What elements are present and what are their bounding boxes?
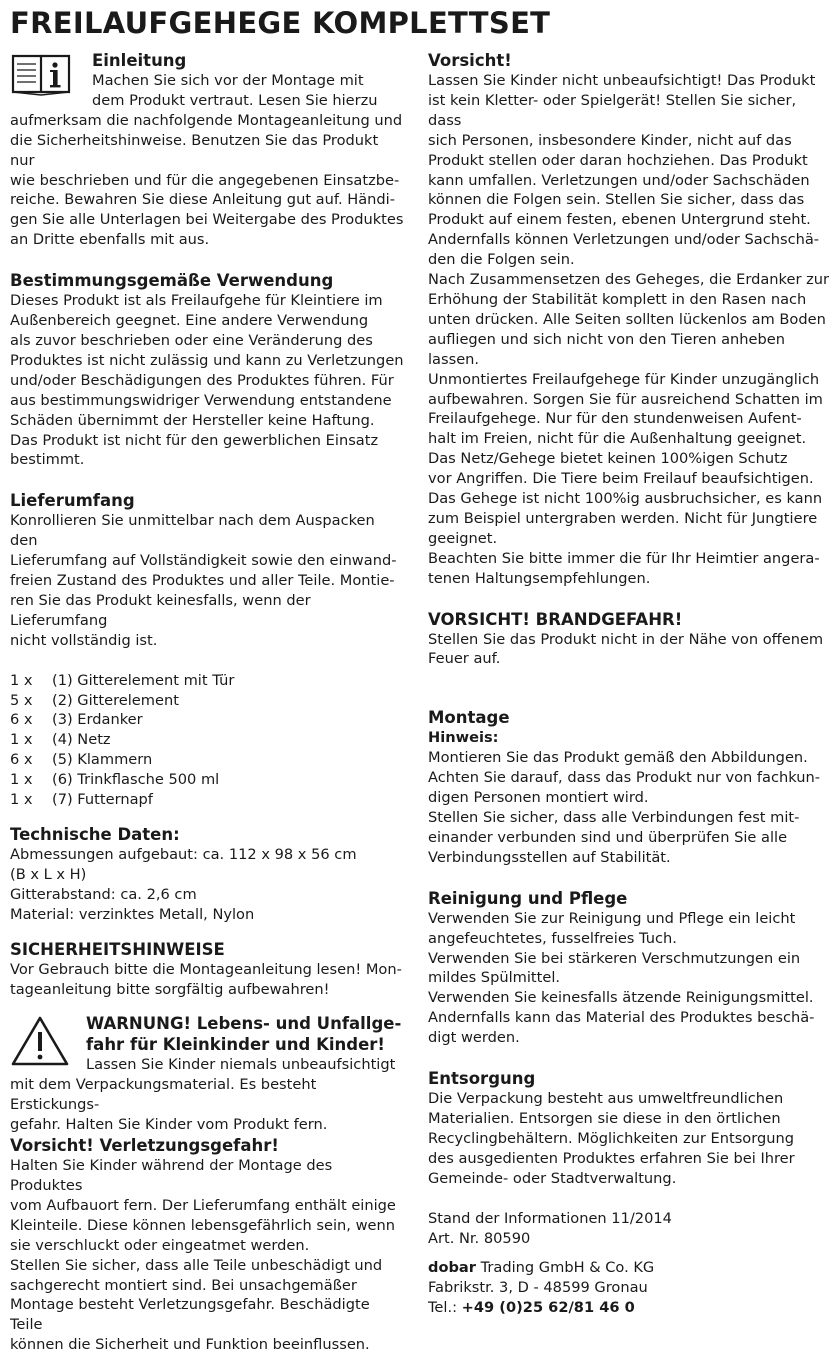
- disposal-section: [428, 1068, 832, 1189]
- text-line: Lassen Sie Kinder niemals unbeaufsichtigt: [86, 1056, 396, 1074]
- text-line: vor Angriffen. Die Tiere beim Freilauf beaufsichtigen.: [428, 470, 814, 488]
- text-line: Lieferumfang auf Vollständigkeit sowie den einwand-: [10, 552, 397, 570]
- text-line: freien Zustand des Produktes und aller Teile. Montie-: [10, 572, 395, 590]
- assembly-section: [428, 707, 832, 867]
- text-line: Die Verpackung besteht aus umweltfreundlichen: [428, 1090, 784, 1108]
- delivery-section: [10, 490, 406, 810]
- text-line: Montage besteht Verletzungsgefahr. Beschädigte Teile: [10, 1296, 370, 1334]
- text-line: des ausgedienten Produktes erfahren Sie bei Ihrer: [428, 1149, 795, 1167]
- part-quantity: 6 x: [10, 751, 33, 769]
- section-heading: Bestimmungsgemäße Verwendung: [10, 271, 334, 291]
- document-title: FREILAUFGEHEGE KOMPLETTSET: [10, 6, 551, 40]
- text-line: Erhöhung der Stabilität komplett in den Rasen nach: [428, 290, 807, 308]
- usage-section: [10, 270, 406, 470]
- cleaning-section: [428, 888, 832, 1048]
- text-line: den die Folgen sein.: [428, 251, 575, 269]
- text-line: Stellen Sie sicher, dass alle Teile unbeschädigt und: [10, 1256, 383, 1274]
- text-line: Produkt auf einem festen, ebenen Untergrund steht.: [428, 211, 811, 229]
- text-line: halt im Freien, nicht für die Außenhaltung geeignet.: [428, 430, 807, 448]
- article-number: Art. Nr. 80590: [428, 1229, 531, 1247]
- text-line: kann umfallen. Verletzungen und/oder Sachschäden: [428, 171, 810, 189]
- text-line: einander verbunden sind und überprüfen Sie alle: [428, 828, 788, 846]
- company-suffix: Trading GmbH & Co. KG: [475, 1259, 655, 1277]
- text-line: angefeuchtetes, fusselfreies Tuch.: [428, 929, 677, 947]
- list-item: [10, 671, 406, 691]
- text-line: Das Netz/Gehege bietet keinen 100%igen Schutz: [428, 450, 788, 468]
- text-line: wie beschrieben und für die angegebenen Einsatzbe-: [10, 171, 400, 189]
- section-heading: Reinigung und Pflege: [428, 888, 628, 908]
- left-column: [10, 50, 406, 1355]
- intro-section: [10, 50, 406, 250]
- text-line: Feuer auf.: [428, 650, 501, 668]
- company-address: Fabrikstr. 3, D - 48599 Gronau: [428, 1279, 648, 1297]
- book-info-icon: [10, 52, 74, 96]
- section-heading: SICHERHEITSHINWEISE: [10, 939, 225, 959]
- text-line: die Sicherheitshinweise. Benutzen Sie das Produkt nur: [10, 131, 379, 169]
- text-line: können die Sicherheit und Funktion beeinflussen.: [10, 1336, 370, 1354]
- text-line: Das Gehege ist nicht 100%ig ausbruchsicher, es kann: [428, 490, 823, 508]
- list-item: [10, 691, 406, 711]
- text-line: gefahr. Halten Sie Kinder vom Produkt fern.: [10, 1116, 328, 1134]
- right-column: [428, 50, 832, 1318]
- text-line: Andernfalls können Verletzungen und/oder Sachschä-: [428, 231, 820, 249]
- company-brand: dobar: [428, 1259, 476, 1277]
- text-line: Freilaufgehege. Nur für den stundenweisen Aufent-: [428, 410, 802, 428]
- text-line: Produkt stellen oder daran hochziehen. Das Produkt: [428, 151, 808, 169]
- text-line: Recyclingbehältern. Möglichkeiten zur Entsorgung: [428, 1129, 794, 1147]
- parts-list: [10, 671, 406, 810]
- caution-section: [428, 50, 832, 589]
- text-line: Verwenden Sie keinesfalls ätzende Reinigungsmittel.: [428, 989, 814, 1007]
- text-line: Material: verzinktes Metall, Nylon: [10, 905, 255, 923]
- part-name: (1) Gitterelement mit Tür: [52, 671, 235, 689]
- list-item: [10, 770, 406, 790]
- phone-number: +49 (0)25 62/81 46 0: [461, 1299, 635, 1317]
- list-item: [10, 750, 406, 770]
- text-line: (B x L x H): [10, 865, 87, 883]
- part-name: (3) Erdanker: [52, 711, 143, 729]
- text-line: Machen Sie sich vor der Montage mit: [92, 72, 364, 89]
- footer-section: [428, 1209, 832, 1319]
- text-line: reiche. Bewahren Sie diese Anleitung gut auf. Händi-: [10, 191, 395, 209]
- text-line: Außenbereich geegnet. Eine andere Verwendung: [10, 312, 369, 330]
- text-line: bestimmt.: [10, 451, 85, 469]
- text-line: aufbewahren. Sorgen Sie für ausreichend Schatten im: [428, 390, 823, 408]
- section-heading: Lieferumfang: [10, 491, 135, 511]
- text-line: Dieses Produkt ist als Freilaufgehe für Kleintiere im: [10, 292, 383, 310]
- section-heading: Vorsicht! Verletzungsgefahr!: [10, 1136, 279, 1156]
- text-line: Gemeinde- oder Stadtverwaltung.: [428, 1169, 677, 1187]
- text-line: Achten Sie darauf, dass das Produkt nur von fachkun-: [428, 769, 821, 787]
- part-name: (2) Gitterelement: [52, 691, 179, 709]
- section-heading: Einleitung: [92, 51, 187, 70]
- tech-section: [10, 824, 406, 925]
- text-line: sich Personen, insbesondere Kinder, nicht auf das: [428, 131, 792, 149]
- text-line: aufmerksam die nachfolgende Montageanleitung und: [10, 111, 403, 129]
- text-line: als zuvor beschrieben oder eine Veränderung des: [10, 331, 373, 349]
- text-line: Kleinteile. Diese können lebensgefährlich sein, wenn: [10, 1216, 395, 1234]
- warning-heading: fahr für Kleinkinder und Kinder!: [86, 1035, 385, 1055]
- text-line: Vor Gebrauch bitte die Montageanleitung lesen! Mon-: [10, 960, 402, 978]
- text-line: gen Sie alle Unterlagen bei Weitergabe des Produktes: [10, 211, 404, 229]
- text-line: ren Sie das Produkt keinesfalls, wenn der Lieferumfang: [10, 591, 311, 629]
- section-heading: Entsorgung: [428, 1069, 536, 1089]
- text-line: unten drücken. Alle Seiten sollten lückenlos am Boden: [428, 310, 826, 328]
- section-heading: Technische Daten:: [10, 825, 180, 844]
- text-line: Produktes ist nicht zulässig und kann zu Verletzungen: [10, 351, 404, 369]
- phone-label: Tel.:: [428, 1299, 462, 1317]
- part-name: (6) Trinkflasche 500 ml: [52, 771, 220, 789]
- part-quantity: 1 x: [10, 771, 33, 789]
- text-line: Stellen Sie das Produkt nicht in der Nähe von offenem: [428, 630, 824, 648]
- text-line: Stellen Sie sicher, dass alle Verbindungen fest mit-: [428, 809, 800, 826]
- list-item: [10, 790, 406, 810]
- safety-section: [10, 939, 406, 1000]
- company-name: [428, 1258, 832, 1278]
- text-line: nicht vollständig ist.: [10, 631, 158, 649]
- text-line: Montieren Sie das Produkt gemäß den Abbildungen.: [428, 749, 808, 767]
- list-item: [10, 730, 406, 750]
- warning-section: [10, 1013, 406, 1135]
- text-line: können die Folgen sein. Stellen Sie sicher, dass das: [428, 191, 805, 209]
- company-phone: [428, 1298, 832, 1318]
- text-line: Verwenden Sie bei stärkeren Verschmutzungen ein: [428, 949, 801, 967]
- text-line: Lassen Sie Kinder nicht unbeaufsichtigt! Das Produkt: [428, 72, 816, 89]
- text-line: und/oder Beschädigungen des Produktes führen. Für: [10, 371, 394, 389]
- text-line: tenen Haltungsempfehlungen.: [428, 569, 651, 587]
- text-line: Halten Sie Kinder während der Montage des Produktes: [10, 1157, 333, 1194]
- text-line: mildes Spülmittel.: [428, 969, 561, 987]
- text-line: zum Beispiel untergraben werden. Nicht für Jungtiere: [428, 509, 818, 527]
- text-line: Das Produkt ist nicht für den gewerblichen Einsatz: [10, 431, 379, 449]
- text-line: Unmontiertes Freilaufgehege für Kinder unzugänglich: [428, 370, 820, 388]
- text-line: Gitterabstand: ca. 2,6 cm: [10, 885, 197, 903]
- text-line: an Dritte ebenfalls mit aus.: [10, 231, 210, 249]
- note-label: Hinweis:: [428, 729, 499, 747]
- text-line: lassen.: [428, 350, 480, 368]
- part-name: (4) Netz: [52, 731, 111, 749]
- text-line: aus bestimmungswidriger Verwendung entstandene: [10, 391, 392, 409]
- text-line: vom Aufbauort fern. Der Lieferumfang enthält einige: [10, 1196, 396, 1214]
- text-line: digen Personen montiert wird.: [428, 789, 649, 807]
- text-line: dem Produkt vertraut. Lesen Sie hierzu: [92, 91, 378, 109]
- injury-section: [10, 1135, 406, 1355]
- warning-triangle-icon: [10, 1015, 70, 1067]
- text-line: Schäden übernimmt der Hersteller keine Haftung.: [10, 411, 375, 429]
- part-quantity: 1 x: [10, 791, 33, 809]
- warning-heading: WARNUNG! Lebens- und Unfallge-: [86, 1014, 402, 1034]
- fire-section: [428, 609, 832, 670]
- text-line: geeignet.: [428, 529, 498, 547]
- part-quantity: 5 x: [10, 691, 33, 709]
- text-line: Andernfalls kann das Material des Produktes beschä-: [428, 1009, 815, 1027]
- info-date: Stand der Informationen 11/2014: [428, 1209, 672, 1227]
- part-quantity: 1 x: [10, 731, 33, 749]
- text-line: Verwenden Sie zur Reinigung und Pflege ein leicht: [428, 909, 796, 927]
- text-line: ist kein Kletter- oder Spielgerät! Stellen Sie sicher, dass: [428, 91, 797, 129]
- text-line: tageanleitung bitte sorgfältig aufbewahren!: [10, 980, 330, 998]
- text-line: digt werden.: [428, 1029, 520, 1047]
- part-quantity: 6 x: [10, 711, 33, 729]
- text-line: Konrollieren Sie unmittelbar nach dem Auspacken den: [10, 512, 375, 550]
- part-name: (5) Klammern: [52, 751, 153, 769]
- text-line: mit dem Verpackungsmaterial. Es besteht Erstickungs-: [10, 1076, 317, 1114]
- text-line: sie verschluckt oder eingeatmet werden.: [10, 1236, 310, 1254]
- text-line: Beachten Sie bitte immer die für Ihr Heimtier angera-: [428, 549, 820, 567]
- text-line: aufliegen und sich nicht von den Tieren anheben: [428, 330, 785, 348]
- text-line: Verbindungsstellen auf Stabilität.: [428, 848, 671, 866]
- text-line: sachgerecht montiert sind. Bei unsachgemäßer: [10, 1276, 357, 1294]
- part-name: (7) Futternapf: [52, 791, 153, 809]
- part-quantity: 1 x: [10, 671, 33, 689]
- section-heading: Montage: [428, 708, 510, 728]
- section-heading: VORSICHT! BRANDGEFAHR!: [428, 609, 683, 629]
- text-line: Nach Zusammensetzen des Geheges, die Erdanker zur: [428, 271, 829, 289]
- text-line: Materialien. Entsorgen sie diese in den örtlichen: [428, 1109, 781, 1127]
- text-line: Abmessungen aufgebaut: ca. 112 x 98 x 56 cm: [10, 846, 357, 863]
- list-item: [10, 710, 406, 730]
- section-heading: Vorsicht!: [428, 51, 512, 70]
